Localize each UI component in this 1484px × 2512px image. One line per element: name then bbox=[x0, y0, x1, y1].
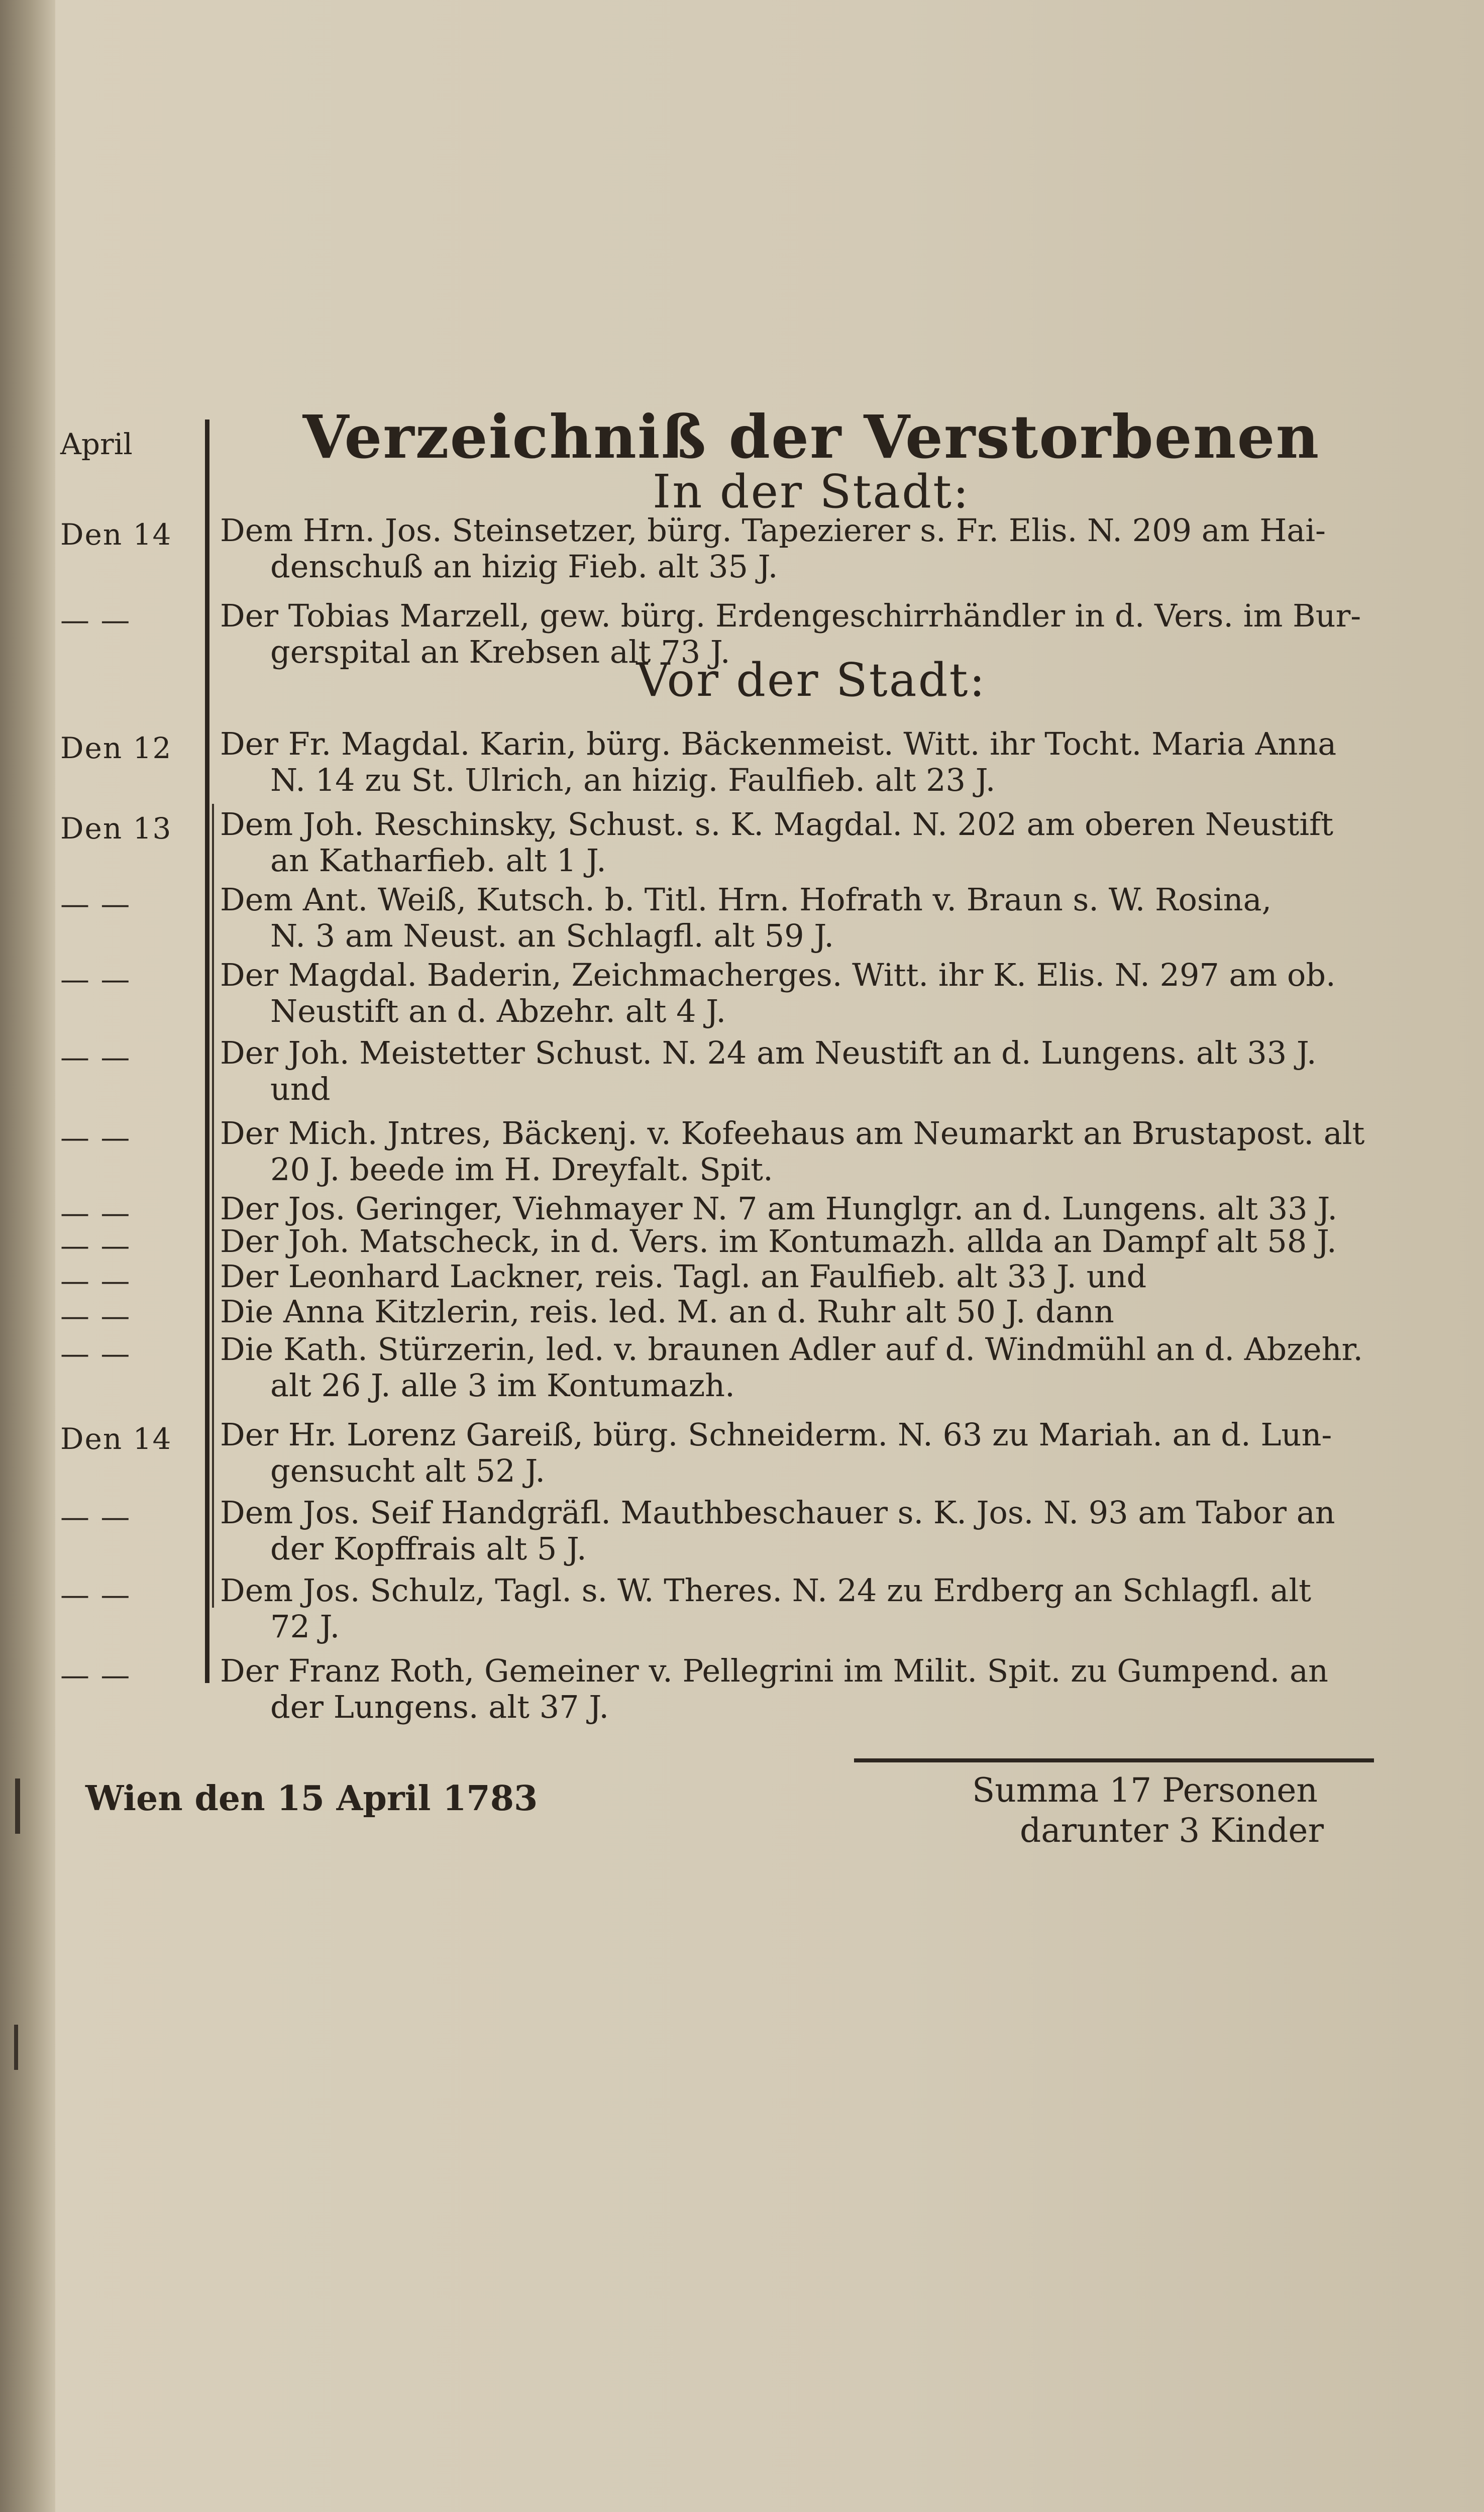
entry-line-continued: und bbox=[270, 1071, 331, 1107]
ink-mark bbox=[14, 2025, 18, 2070]
entry-line-continued: gensucht alt 52 J. bbox=[270, 1452, 546, 1489]
entry-line: Dem Ant. Weiß, Kutsch. b. Titl. Hrn. Hofrath v. Braun s. W. Rosina, bbox=[220, 881, 1272, 918]
entry-line-continued: der Kopffrais alt 5 J. bbox=[270, 1530, 587, 1567]
entry-date: — — bbox=[60, 1500, 131, 1534]
entry-date: — — bbox=[60, 1658, 131, 1692]
entry-date: — — bbox=[60, 1040, 131, 1074]
entry-date: Den 12 bbox=[60, 731, 172, 765]
entry-line: Der Mich. Jntres, Bäckenj. v. Kofeehaus am Neumarkt an Brustapost. alt bbox=[220, 1115, 1365, 1152]
entry-line: Der Joh. Meistetter Schust. N. 24 am Neustift an d. Lungens. alt 33 J. bbox=[220, 1034, 1317, 1071]
entry-date: — — bbox=[60, 603, 131, 637]
page-title: Verzeichniß der Verstorbenen bbox=[302, 402, 1320, 472]
entry bbox=[220, 957, 1375, 1029]
entry bbox=[220, 882, 1375, 954]
month-label: April bbox=[60, 427, 133, 461]
entry-line: Dem Hrn. Jos. Steinsetzer, bürg. Tapezierer s. Fr. Elis. N. 209 am Hai- bbox=[220, 512, 1326, 549]
entry-line-continued: Neustift an d. Abzehr. alt 4 J. bbox=[270, 993, 726, 1029]
entry bbox=[220, 1115, 1375, 1188]
section-heading-city: In der Stadt: bbox=[652, 465, 971, 518]
entry-date: — — bbox=[60, 887, 131, 921]
entry-date: — — bbox=[60, 1196, 131, 1230]
summary-total: Summa 17 Personen bbox=[972, 1771, 1318, 1810]
entry bbox=[220, 1191, 1375, 1227]
entry-date: Den 13 bbox=[60, 811, 172, 846]
entry-line-continued: alt 26 J. alle 3 im Kontumazh. bbox=[270, 1367, 735, 1404]
entry-line: Der Joh. Matscheck, in d. Vers. im Kontumazh. allda an Dampf alt 58 J. bbox=[220, 1223, 1337, 1260]
entry bbox=[220, 1417, 1375, 1489]
entry-date: Den 14 bbox=[60, 517, 172, 552]
entry bbox=[220, 1259, 1375, 1295]
entry bbox=[220, 806, 1375, 879]
entry-line: Dem Joh. Reschinsky, Schust. s. K. Magdal. N. 202 am oberen Neustift bbox=[220, 806, 1334, 843]
entry-date: — — bbox=[60, 1299, 131, 1333]
entry-line: Dem Jos. Schulz, Tagl. s. W. Theres. N. 24 zu Erdberg an Schlagfl. alt bbox=[220, 1572, 1312, 1609]
entry-line-continued: 20 J. beede im H. Dreyfalt. Spit. bbox=[270, 1151, 773, 1188]
entry-line: Die Kath. Stürzerin, led. v. braunen Adler auf d. Windmühl an d. Abzehr. bbox=[220, 1331, 1363, 1368]
summary-children: darunter 3 Kinder bbox=[1020, 1811, 1324, 1850]
entry-line: Die Anna Kitzlerin, reis. led. M. an d. Ruhr alt 50 J. dann bbox=[220, 1293, 1114, 1330]
entry bbox=[220, 1653, 1375, 1725]
entry-line-continued: denschuß an hizig Fieb. alt 35 J. bbox=[270, 548, 778, 585]
section-heading-suburb: Vor der Stadt: bbox=[636, 653, 987, 707]
ink-mark bbox=[15, 1778, 20, 1834]
summary-rule bbox=[854, 1758, 1374, 1762]
binding-edge bbox=[0, 0, 55, 2512]
entry-line-continued: der Lungens. alt 37 J. bbox=[270, 1689, 609, 1725]
entry bbox=[220, 1294, 1375, 1330]
entry-line: Der Franz Roth, Gemeiner v. Pellegrini im Milit. Spit. zu Gumpend. an bbox=[220, 1652, 1328, 1689]
entry bbox=[220, 1495, 1375, 1567]
entry bbox=[220, 1331, 1375, 1404]
entry-line: Der Magdal. Baderin, Zeichmacherges. Witt. ihr K. Elis. N. 297 am ob. bbox=[220, 957, 1336, 993]
margin-rule-inner bbox=[212, 804, 214, 1608]
entry-date: — — bbox=[60, 1336, 131, 1371]
entry-date: — — bbox=[60, 1228, 131, 1263]
entry-line: Dem Jos. Seif Handgräfl. Mauthbeschauer s. K. Jos. N. 93 am Tabor an bbox=[220, 1494, 1335, 1531]
entry bbox=[220, 598, 1375, 670]
entry-date: — — bbox=[60, 1264, 131, 1298]
entry-date: Den 14 bbox=[60, 1422, 172, 1456]
entry-line-continued: gerspital an Krebsen alt 73 J. bbox=[270, 634, 730, 670]
entry-line-continued: N. 14 zu St. Ulrich, an hizig. Faulfieb. alt 23 J. bbox=[270, 762, 996, 798]
entry-line: Der Tobias Marzell, gew. bürg. Erdengeschirrhändler in d. Vers. im Bur- bbox=[220, 597, 1361, 634]
entry-line-continued: an Katharfieb. alt 1 J. bbox=[270, 842, 606, 879]
place-date: Wien den 15 April 1783 bbox=[85, 1778, 538, 1819]
entry bbox=[220, 1573, 1375, 1645]
entry bbox=[220, 726, 1375, 798]
entry-date: — — bbox=[60, 962, 131, 996]
entry bbox=[220, 1223, 1375, 1260]
entry bbox=[220, 1035, 1375, 1107]
entry-date: — — bbox=[60, 1578, 131, 1612]
entry-line-continued: 72 J. bbox=[270, 1608, 340, 1645]
entry-line-continued: N. 3 am Neust. an Schlagfl. alt 59 J. bbox=[270, 917, 834, 954]
entry-line: Der Hr. Lorenz Gareiß, bürg. Schneiderm. N. 63 zu Mariah. an d. Lun- bbox=[220, 1416, 1332, 1453]
entry-line: Der Leonhard Lackner, reis. Tagl. an Faulfieb. alt 33 J. und bbox=[220, 1258, 1147, 1295]
entry-line: Der Jos. Geringer, Viehmayer N. 7 am Hunglgr. an d. Lungens. alt 33 J. bbox=[220, 1190, 1338, 1227]
entry-date: — — bbox=[60, 1120, 131, 1155]
margin-rule bbox=[205, 420, 209, 1683]
entry bbox=[220, 512, 1375, 585]
entry-line: Der Fr. Magdal. Karin, bürg. Bäckenmeist. Witt. ihr Tocht. Maria Anna bbox=[220, 725, 1337, 762]
